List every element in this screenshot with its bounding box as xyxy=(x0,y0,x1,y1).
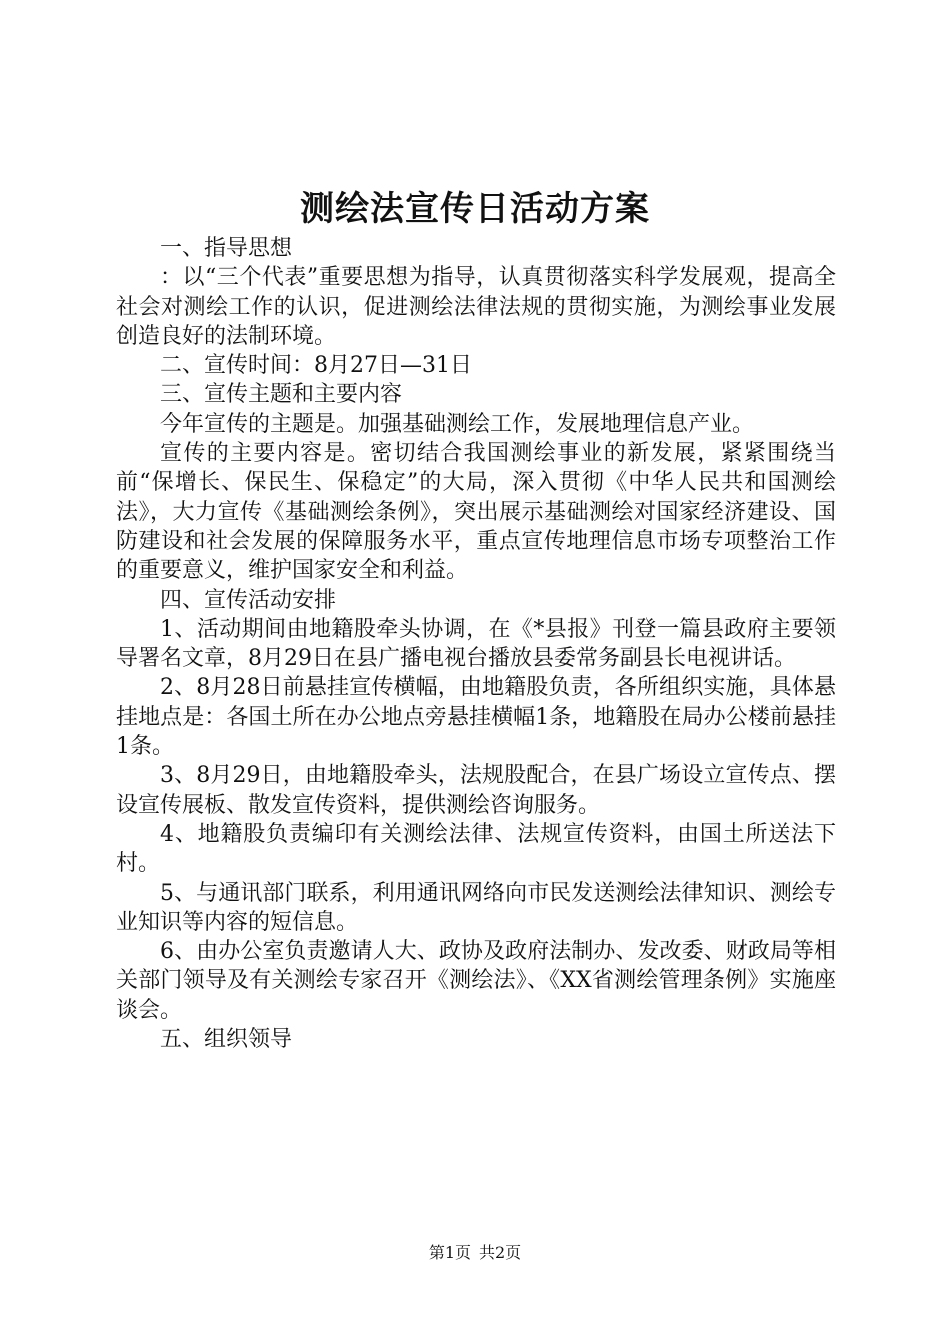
list-item-activity-1: 1、活动期间由地籍股牵头协调，在《*县报》刊登一篇县政府主要领导署名文章，8月29日在县广播电视台播放县委常务副县长电视讲话。 xyxy=(116,616,836,672)
section-heading-publicity-time: 二、宣传时间：8月27日—31日 xyxy=(160,353,472,379)
section-heading-theme-content: 三、宣传主题和主要内容 xyxy=(160,382,403,408)
section-heading-guiding-ideology: 一、指导思想 xyxy=(160,236,293,261)
list-item-activity-5: 5、与通讯部门联系，利用通讯网络向市民发送测绘法律知识、测绘专业知识等内容的短信息。 xyxy=(116,880,836,935)
page-total: 共2页 xyxy=(479,1243,522,1262)
paragraph-guiding-ideology: ：以“三个代表”重要思想为指导，认真贯彻落实科学发展观，提高全社会对测绘工作的认识，促进测绘法律法规的贯彻实施，为测绘事业发展创造良好的法制环境。 xyxy=(116,265,836,349)
document-body xyxy=(116,234,836,1054)
page-number: 第1页 xyxy=(428,1243,471,1262)
list-item-activity-6: 6、由办公室负责邀请人大、政协及政府法制办、发改委、财政局等相关部门领导及有关测绘专家召开《测绘法》、《XX省测绘管理条例》实施座谈会。 xyxy=(116,939,836,1023)
page-title: 测绘法宣传日活动方案 xyxy=(300,189,650,229)
list-item-activity-3: 3、8月29日，由地籍股牵头，法规股配合，在县广场设立宣传点、摆设宣传展板、散发宣传资料，提供测绘咨询服务。 xyxy=(116,763,836,818)
paragraph-theme: 今年宣传的主题是。加强基础测绘工作，发展地理信息产业。 xyxy=(160,411,755,437)
list-item-activity-4: 4、地籍股负责编印有关测绘法律、法规宣传资料，由国土所送法下村。 xyxy=(116,821,836,877)
list-item-activity-2: 2、8月28日前悬挂宣传横幅，由地籍股负责，各所组织实施，具体悬挂地点是：各国土所在办公地点旁悬挂横幅1条，地籍股在局办公楼前悬挂1条。 xyxy=(116,675,836,760)
section-heading-activity-arrangement: 四、宣传活动安排 xyxy=(160,587,337,613)
section-heading-organization: 五、组织领导 xyxy=(160,1027,293,1053)
paragraph-main-content: 宣传的主要内容是。密切结合我国测绘事业的新发展，紧紧围绕当前“保增长、保民生、保稳定”的大局，深入贯彻《中华人民共和国测绘法》，大力宣传《基础测绘条例》，突出展示基础测绘对国家经济建设、国防建设和社会发展的保障服务水平，重点宣传地理信息市场专项整治工作的重要意义，维护国家安全和利益。 xyxy=(116,441,836,584)
page-footer xyxy=(0,1242,950,1264)
